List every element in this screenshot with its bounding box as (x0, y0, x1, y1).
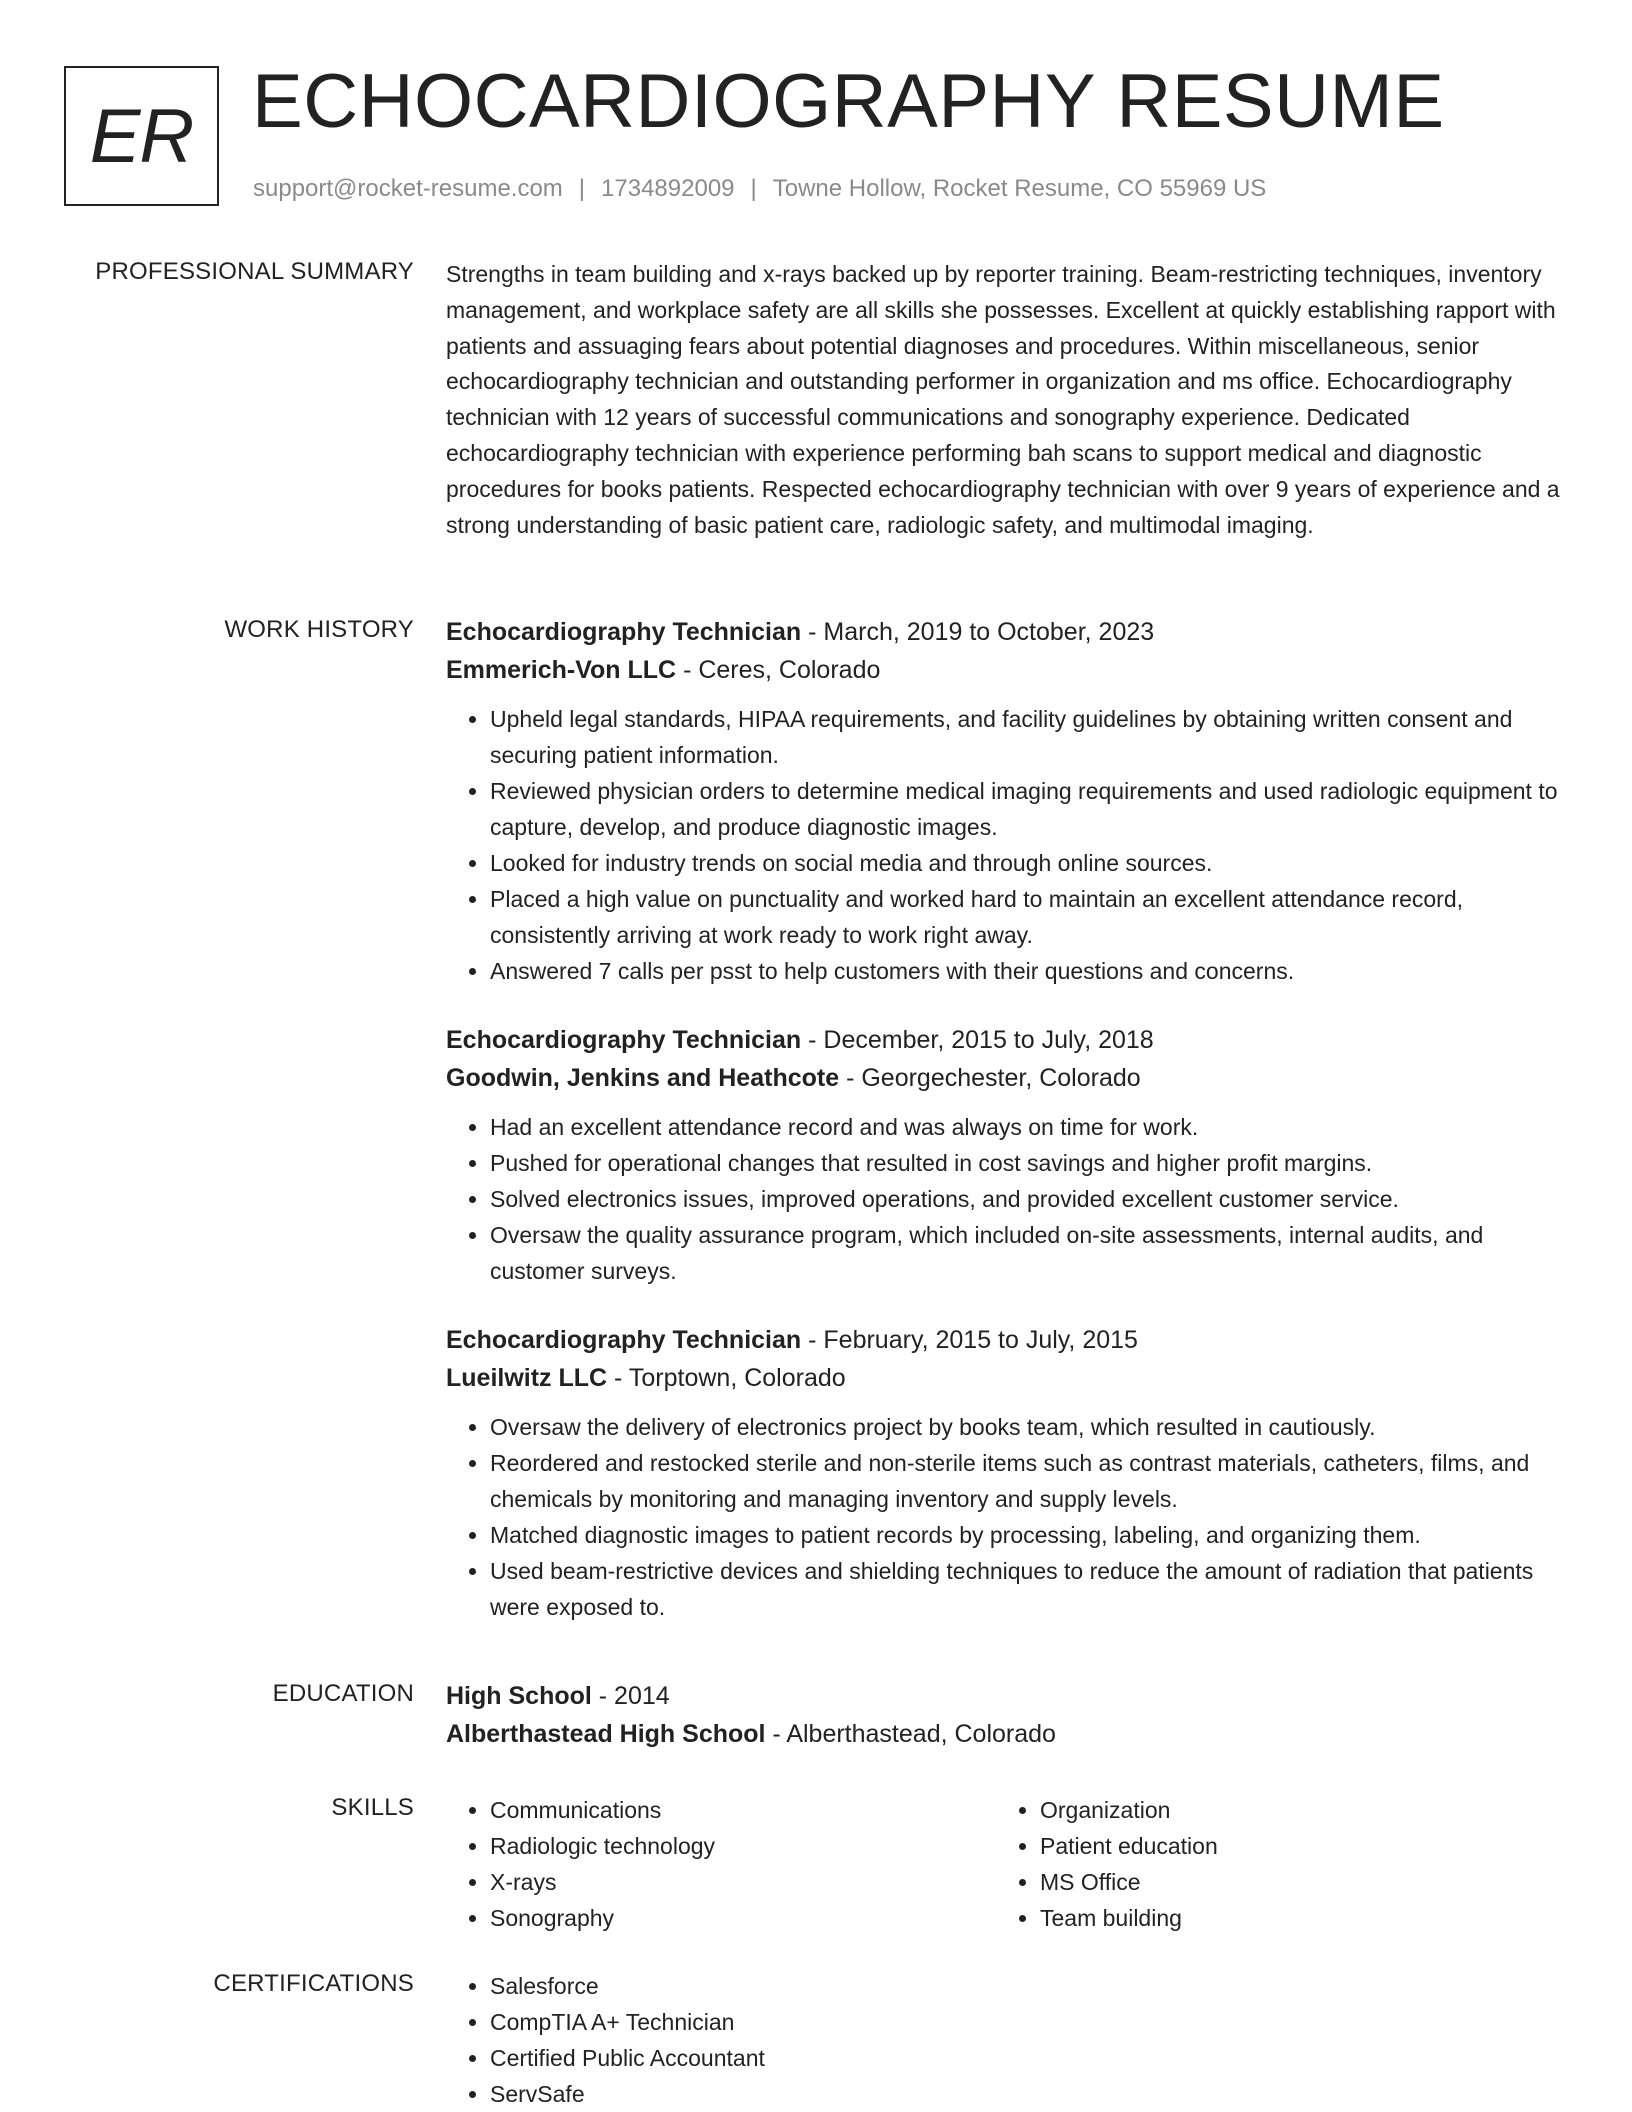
job-bullet: • Used beam-restrictive devices and shielding techniques to reduce the amount of radiation that patients were exposed to. (490, 1553, 1566, 1625)
job-entry (446, 1021, 1566, 1289)
education-school-line (446, 1715, 1566, 1753)
education-school: Alberthastead High School (446, 1720, 766, 1748)
education-degree: High School (446, 1682, 592, 1710)
job-dates: - March, 2019 to October, 2023 (801, 618, 1155, 646)
skill-item: • Radiologic technology (490, 1828, 996, 1864)
job-bullet: • Solved electronics issues, improved operations, and provided excellent customer service. (490, 1181, 1566, 1217)
job-location: - Ceres, Colorado (676, 656, 881, 684)
section-title-work-history: WORK HISTORY (224, 616, 414, 643)
education-location: - Alberthastead, Colorado (765, 1720, 1056, 1748)
section-title-certifications: CERTIFICATIONS (213, 1970, 414, 1997)
section-title-education: EDUCATION (272, 1680, 414, 1707)
certifications-list (446, 1968, 1566, 2112)
skill-item: • Sonography (490, 1900, 996, 1936)
summary-body (446, 257, 1566, 543)
monogram-initials: ER (89, 93, 194, 179)
certification-item: • CompTIA A+ Technician (490, 2004, 1566, 2040)
skill-item: • Organization (1040, 1792, 1546, 1828)
job-bullet: • Pushed for operational changes that resulted in cost savings and higher profit margins. (490, 1145, 1566, 1181)
skills-list-right (996, 1792, 1546, 1936)
job-bullets (446, 701, 1566, 989)
certification-item: • ServSafe (490, 2076, 1566, 2112)
job-company-line (446, 1059, 1566, 1097)
job-bullet: • Oversaw the delivery of electronics project by books team, which resulted in cautiously. (490, 1409, 1566, 1445)
job-company: Lueilwitz LLC (446, 1364, 608, 1392)
education-body (446, 1677, 1566, 1753)
skills-columns (446, 1792, 1566, 1936)
contact-phone[interactable]: 1734892009 (601, 175, 735, 202)
job-company: Emmerich-Von LLC (446, 656, 677, 684)
job-entry (446, 613, 1566, 989)
section-title-summary: PROFESSIONAL SUMMARY (95, 258, 414, 285)
skills-body (446, 1792, 1566, 1936)
job-role: Echocardiography Technician (446, 618, 802, 646)
job-bullet: • Answered 7 calls per psst to help customers with their questions and concerns. (490, 953, 1566, 989)
job-title-line (446, 613, 1566, 651)
education-degree-line (446, 1677, 1566, 1715)
section-title-skills: SKILLS (331, 1794, 414, 1821)
skill-item: • Team building (1040, 1900, 1546, 1936)
skill-item: • MS Office (1040, 1864, 1546, 1900)
job-bullet: • Reviewed physician orders to determine medical imaging requirements and used radiologic equipment to capture, develop, and produce diagnostic images. (490, 773, 1566, 845)
job-role: Echocardiography Technician (446, 1026, 802, 1054)
skill-item: • Communications (490, 1792, 996, 1828)
job-bullet: • Had an excellent attendance record and was always on time for work. (490, 1109, 1566, 1145)
job-bullet: • Reordered and restocked sterile and non-sterile items such as contrast materials, catheters, films, and chemicals by monitoring and managing inventory and supply levels. (490, 1445, 1566, 1517)
certifications-body (446, 1968, 1566, 2112)
skill-item: • Patient education (1040, 1828, 1546, 1864)
job-location: - Torptown, Colorado (607, 1364, 846, 1392)
job-company-line (446, 651, 1566, 689)
job-title-line (446, 1021, 1566, 1059)
job-bullet: • Upheld legal standards, HIPAA requirements, and facility guidelines by obtaining written consent and securing patient information. (490, 701, 1566, 773)
certification-item: • Certified Public Accountant (490, 2040, 1566, 2076)
education-year: - 2014 (591, 1682, 670, 1710)
skill-item: • X-rays (490, 1864, 996, 1900)
job-location: - Georgechester, Colorado (839, 1064, 1141, 1092)
job-bullet: • Placed a high value on punctuality and worked hard to maintain an excellent attendance record, consistently arriving at work ready to work right away. (490, 881, 1566, 953)
contact-email[interactable]: support@rocket-resume.com (253, 175, 563, 202)
job-dates: - December, 2015 to July, 2018 (801, 1026, 1154, 1054)
summary-text: Strengths in team building and x-rays backed up by reporter training. Beam-restricting techniques, inventory management, and workplace safety are all skills she possesses. Excellent at quickly establishing rapport with patients and assuaging fears about potential diagnoses and procedures. Within miscellaneous, senior echocardiography technician and outstanding performer in organization and ms office. Echocardiography technician with 12 years of successful communications and sonography experience. Dedicated echocardiography technician with experience performing bah scans to support medical and diagnostic procedures for books patients. Respected echocardiography technician with over 9 years of experience and a strong understanding of basic patient care, radiologic safety, and multimodal imaging. (446, 261, 1560, 538)
job-company: Goodwin, Jenkins and Heathcote (446, 1064, 840, 1092)
job-bullets (446, 1409, 1566, 1625)
job-bullet: • Matched diagnostic images to patient records by processing, labeling, and organizing them. (490, 1517, 1566, 1553)
certification-item: • Salesforce (490, 1968, 1566, 2004)
contact-address: Towne Hollow, Rocket Resume, CO 55969 US (772, 175, 1267, 202)
job-title-line (446, 1321, 1566, 1359)
job-bullet: • Oversaw the quality assurance program, which included on-site assessments, internal audits, and customer surveys. (490, 1217, 1566, 1289)
job-role: Echocardiography Technician (446, 1326, 802, 1354)
job-entry (446, 1321, 1566, 1625)
job-bullets (446, 1109, 1566, 1289)
resume-title: ECHOCARDIOGRAPHY RESUME (252, 59, 1445, 144)
monogram-badge (64, 66, 219, 206)
job-dates: - February, 2015 to July, 2015 (801, 1326, 1138, 1354)
contact-separator: | (578, 175, 586, 202)
job-bullet: • Looked for industry trends on social media and through online sources. (490, 845, 1566, 881)
job-company-line (446, 1359, 1566, 1397)
contact-separator: | (750, 175, 757, 202)
work-history-body (446, 613, 1566, 1657)
contact-line (253, 175, 1266, 203)
skills-list-left (446, 1792, 996, 1936)
